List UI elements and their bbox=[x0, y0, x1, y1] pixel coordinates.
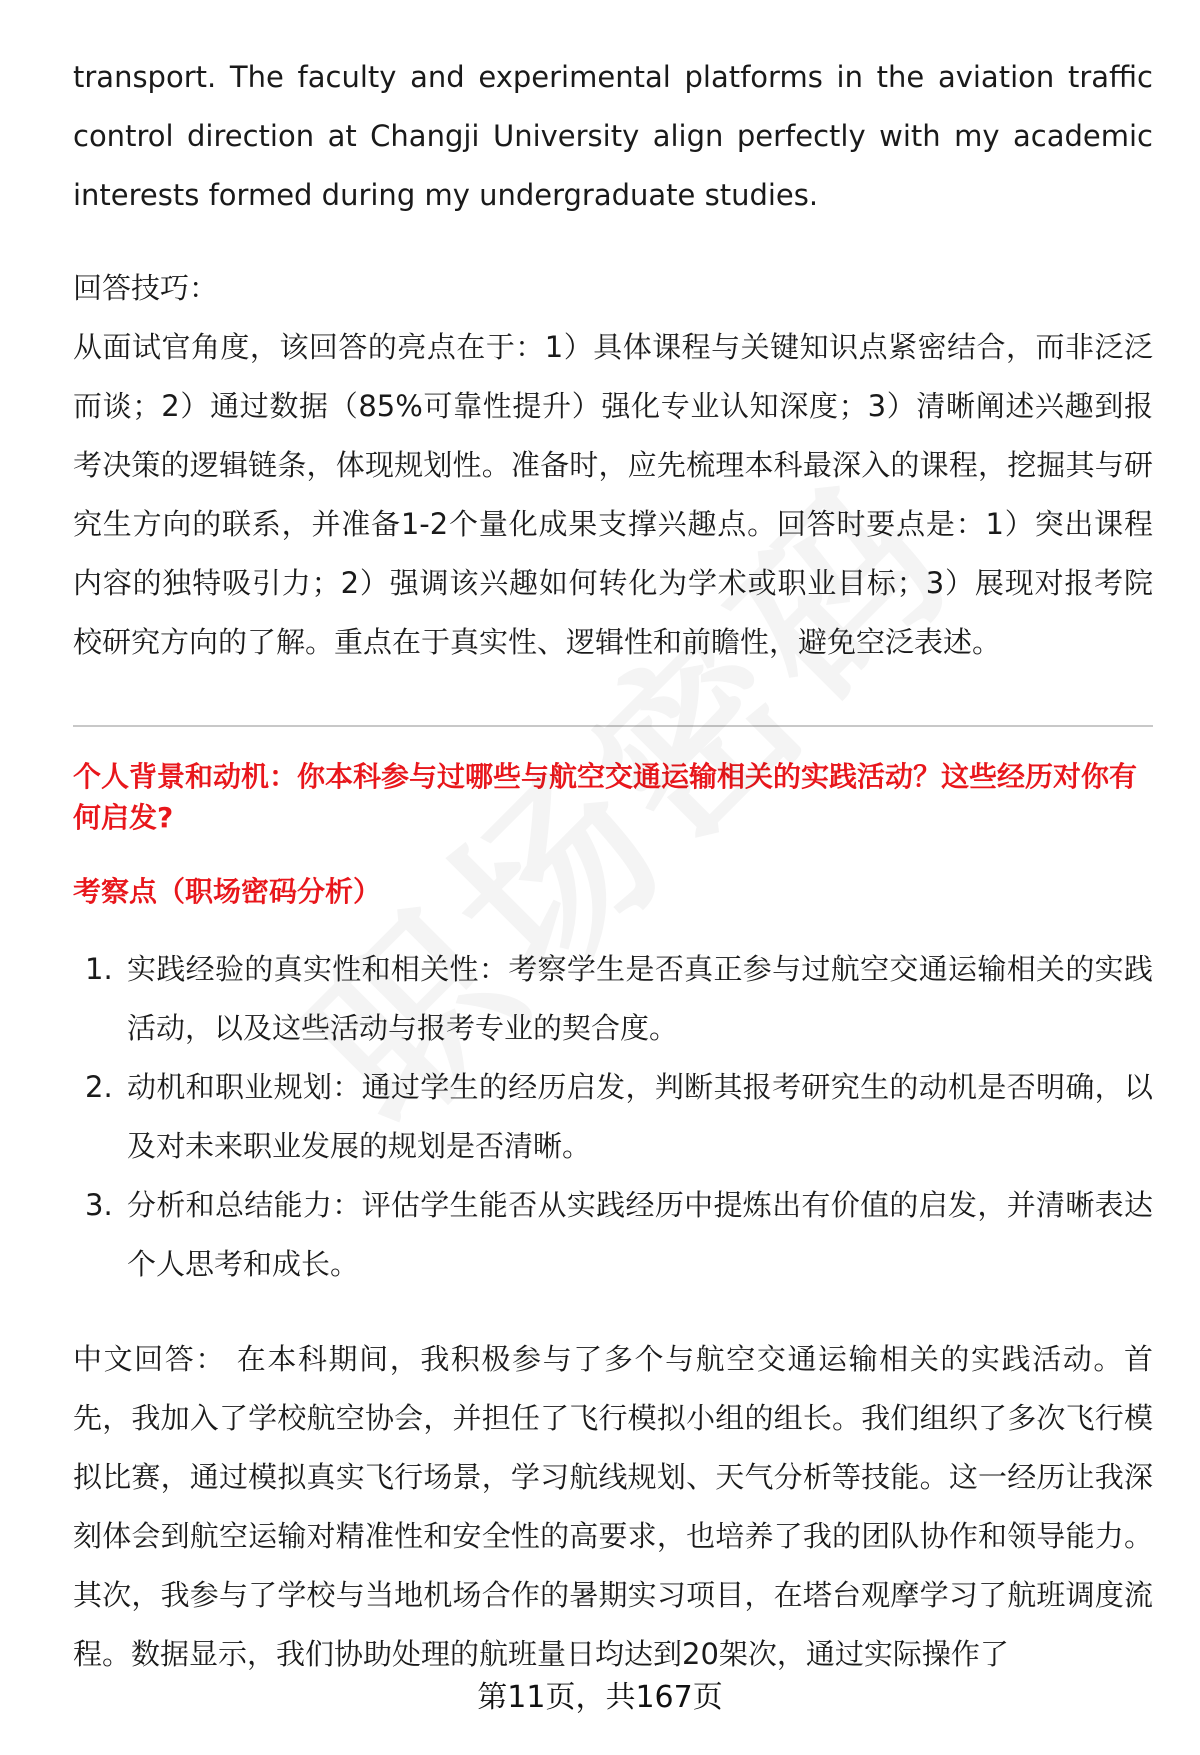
section-divider bbox=[73, 725, 1153, 727]
question-title: 个人背景和动机：你本科参与过哪些与航空交通运输相关的实践活动？这些经历对你有何启发? bbox=[73, 760, 1138, 834]
list-item-text: 实践经验的真实性和相关性：考察学生是否真正参与过航空交通运输相关的实践活动，以及这些活动与报考专业的契合度。 bbox=[127, 952, 1153, 1045]
intro-paragraph: transport. The faculty and experimental platforms in the aviation traffic control direction at Changji University align perfectly with my academic interests formed during my undergraduate studies. bbox=[73, 60, 1153, 212]
list-item bbox=[73, 1058, 1153, 1176]
tips-label: 回答技巧： bbox=[73, 271, 219, 305]
answer-block bbox=[73, 1330, 1153, 1684]
list-item-number: 1. bbox=[85, 952, 113, 986]
assessment-points-list bbox=[73, 940, 1153, 1294]
list-item-number: 3. bbox=[85, 1188, 113, 1222]
answer-paragraph: 中文回答： 在本科期间，我积极参与了多个与航空交通运输相关的实践活动。首先，我加入了学校航空协会，并担任了飞行模拟小组的组长。我们组织了多次飞行模拟比赛，通过模拟真实飞行场景，学习航线规划、天气分析等技能。这一经历让我深刻体会到航空运输对精准性和安全性的高要求，也培养了我的团队协作和领导能力。其次，我参与了学校与当地机场合作的暑期实习项目，在塔台观摩学习了航班调度流程。数据显示，我们协助处理的航班量日均达到20架次，通过实际操作了 bbox=[73, 1342, 1153, 1671]
assessment-subheading: 考察点（职场密码分析） bbox=[73, 875, 382, 908]
assessment-points-block bbox=[73, 940, 1153, 1294]
list-item-text: 分析和总结能力：评估学生能否从实践经历中提炼出有价值的启发，并清晰表达个人思考和成长。 bbox=[127, 1188, 1153, 1281]
tips-text: 从面试官角度，该回答的亮点在于：1）具体课程与关键知识点紧密结合，而非泛泛而谈；2）通过数据（85%可靠性提升）强化专业认知深度；3）清晰阐述兴趣到报考决策的逻辑链条，体现规划性。准备时，应先梳理本科最深入的课程，挖掘其与研究生方向的联系，并准备1-2个量化成果支撑兴趣点。回答时要点是：1）突出课程内容的独特吸引力；2）强调该兴趣如何转化为学术或职业目标；3）展现对报考院校研究方向的了解。重点在于真实性、逻辑性和前瞻性，避免空泛表述。 bbox=[73, 330, 1153, 659]
tips-block bbox=[73, 259, 1153, 672]
page-indicator: 第11页，共167页 bbox=[477, 1680, 723, 1715]
list-item-number: 2. bbox=[85, 1070, 113, 1104]
list-item bbox=[73, 940, 1153, 1058]
intro-paragraph-block bbox=[73, 48, 1153, 225]
question-block bbox=[73, 756, 1153, 838]
assessment-heading-block bbox=[73, 871, 1153, 912]
list-item bbox=[73, 1176, 1153, 1294]
list-item-text: 动机和职业规划：通过学生的经历启发，判断其报考研究生的动机是否明确，以及对未来职业发展的规划是否清晰。 bbox=[127, 1070, 1153, 1163]
